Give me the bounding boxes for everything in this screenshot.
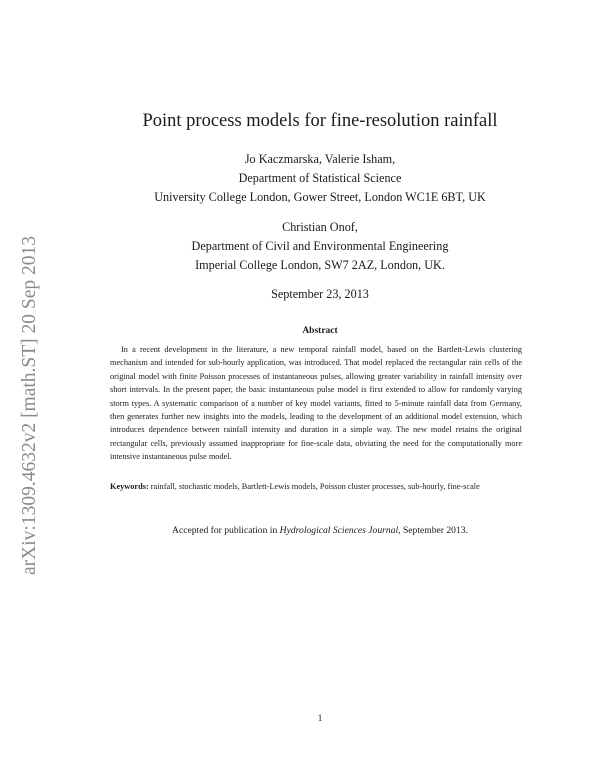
page-number: 1 (317, 713, 323, 724)
acceptance-prefix: Accepted for publication in (172, 525, 280, 536)
abstract-heading: Abstract (302, 326, 338, 336)
keywords-text: rainfall, stochastic models, Bartlett-Lewis models, Poisson cluster processes, sub-hourly, fine-scale (150, 482, 480, 491)
author-department: Department of Civil and Environmental Engineering (191, 239, 449, 253)
author-department: Department of Statistical Science (238, 171, 402, 185)
paper-title: Point process models for fine-resolution rainfall (142, 111, 498, 131)
keywords-paragraph (110, 480, 522, 493)
author-names: Jo Kaczmarska, Valerie Isham, (244, 152, 396, 166)
author-names: Christian Onof, (282, 220, 358, 234)
journal-name: Hydrological Sciences Journal (279, 525, 399, 536)
acceptance-note (80, 524, 560, 538)
acceptance-suffix: , September 2013. (398, 525, 468, 536)
author-affiliation-block-1 (80, 150, 560, 207)
paper-date: September 23, 2013 (271, 287, 369, 301)
author-institution: Imperial College London, SW7 2AZ, London, UK. (195, 258, 445, 272)
author-affiliation-block-2 (80, 218, 560, 275)
author-institution: University College London, Gower Street, London WC1E 6BT, UK (154, 190, 486, 204)
arxiv-identifier-stamp: arXiv:1309.4632v2 [math.ST] 20 Sep 2013 (19, 235, 40, 575)
abstract-text: In a recent development in the literature, a new temporal rainfall model, based on the Bartlett-Lewis clustering mechanism and intended for sub-hourly application, was introduced. That model replaced the rectangular rain cells of the original model with finite Poisson processes of instantaneous pulses, allowing greater variability in rainfall intensity over short intervals. In the present paper, the basic instantaneous pulse model is first extended to allow for randomly varying storm types. A systematic comparison of a number of key model variants, fitted to 5-minute rainfall data from Germany, then generates further new insights into the models, leading to the development of an additional model extension, which introduces dependence between rainfall intensity and duration in a simple way. The new model retains the original rectangular cells, previously assumed inappropriate for fine-scale data, obviating the need for the computationally more intensive instantaneous pulse model. (110, 345, 522, 462)
keywords-label: Keywords: (110, 482, 149, 491)
